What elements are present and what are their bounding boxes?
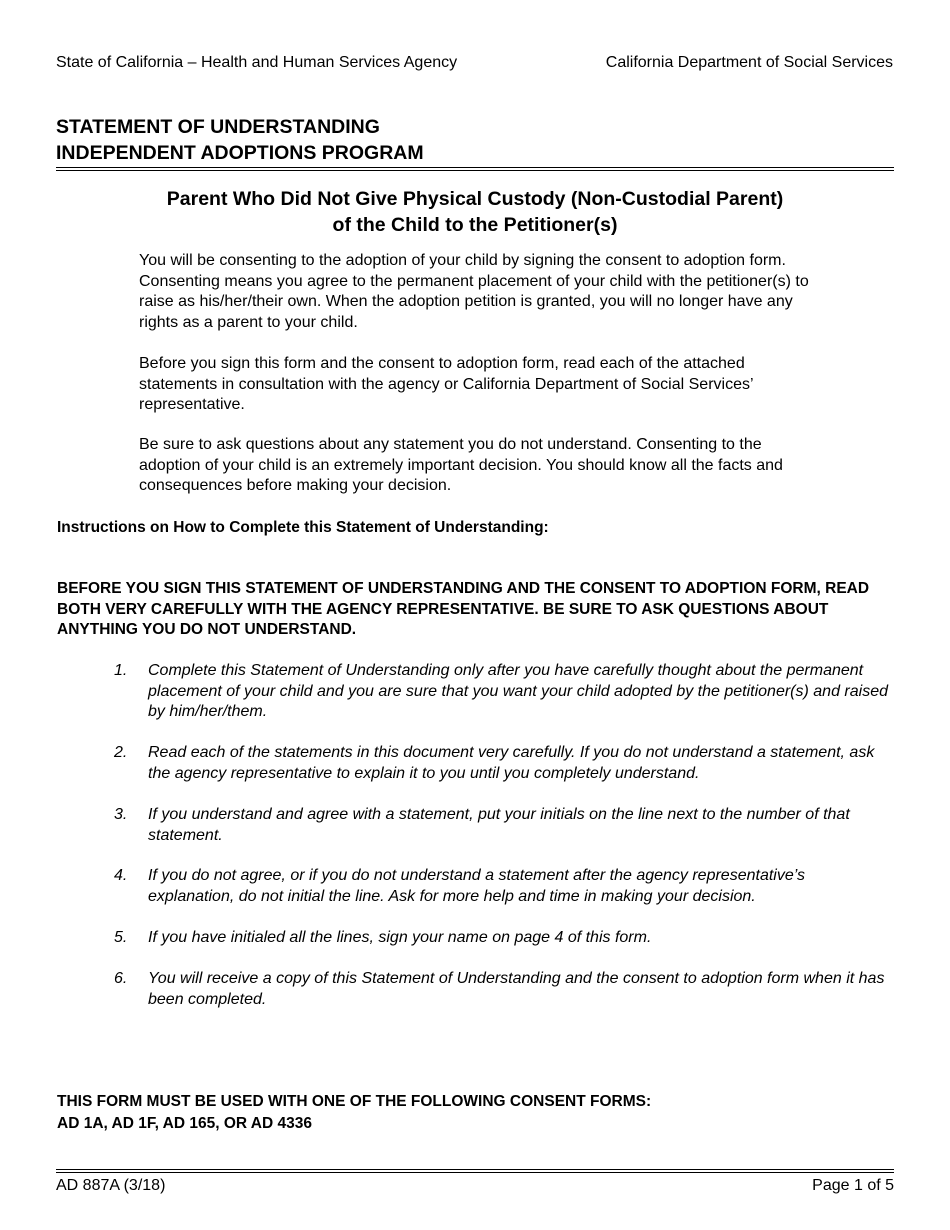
list-item-number: 6. [114,970,128,987]
footer-divider-bottom [56,1172,894,1173]
agency-header-right: California Department of Social Services [605,54,893,71]
consent-forms-note [57,1091,651,1135]
list-item-number: 1. [114,662,128,679]
list-item-number: 2. [114,744,128,761]
consent-note-line-2: AD 1A, AD 1F, AD 165, OR AD 4336 [57,1115,312,1132]
subtitle-line-2: of the Child to the Petitioner(s) [332,214,618,236]
list-item-text: If you understand and agree with a statement, put your initials on the line next to the number of that statement. [148,806,850,844]
list-item [114,928,894,949]
title-divider-top [56,167,894,168]
list-item-number: 3. [114,806,128,823]
footer-divider-top [56,1169,894,1170]
title-line-2: INDEPENDENT ADOPTIONS PROGRAM [56,142,424,164]
document-title [56,114,424,166]
document-subtitle [56,186,894,238]
consent-note-line-1: THIS FORM MUST BE USED WITH ONE OF THE FOLLOWING CONSENT FORMS: [57,1093,652,1110]
instructions-warning: BEFORE YOU SIGN THIS STATEMENT OF UNDERSTANDING AND THE CONSENT TO ADOPTION FORM, READ BOTH VERY CAREFULLY WITH THE AGENCY REPRESENTATIVE. BE SURE TO ASK QUESTIONS ABOUT ANYTHING YOU DO NOT UNDERSTAND. [57,580,870,638]
list-item-text: If you have initialed all the lines, sign your name on page 4 of this form. [148,929,652,946]
list-item [114,866,894,907]
list-item [114,661,894,723]
subtitle-line-1: Parent Who Did Not Give Physical Custody (Non-Custodial Parent) [166,188,784,210]
list-item [114,969,894,1010]
form-id: AD 887A (3/18) [56,1177,166,1194]
list-item-text: If you do not agree, or if you do not understand a statement after the agency representative’s explanation, do not initial the line. Ask for more help and time in making your decision. [148,867,806,905]
title-divider-bottom [56,170,894,171]
list-item-text: Read each of the statements in this document very carefully. If you do not understand a statement, ask the agency representative to explain it to you until you completely understand. [148,744,875,782]
intro-paragraph-2: Before you sign this form and the consent to adoption form, read each of the attached statements in consultation with the agency or California Department of Social Services’ representative. [139,355,753,413]
list-item-number: 5. [114,929,128,946]
intro-paragraph-3: Be sure to ask questions about any statement you do not understand. Consenting to the adoption of your child is an extremely important decision. You should know all the facts and consequences before making your decision. [139,436,783,494]
list-item-text: You will receive a copy of this Statement of Understanding and the consent to adoption form when it has been completed. [148,970,885,1008]
title-line-1: STATEMENT OF UNDERSTANDING [56,116,380,138]
list-item [114,805,894,846]
list-item-text: Complete this Statement of Understanding only after you have carefully thought about the permanent placement of your child and you are sure that you want your child adopted by the petitioner(s) and raised by him/her/them. [148,662,888,720]
list-item-number: 4. [114,867,128,884]
instructions-heading: Instructions on How to Complete this Statement of Understanding: [57,519,549,536]
intro-paragraph-1: You will be consenting to the adoption of your child by signing the consent to adoption form. Consenting means you agree to the permanent placement of your child with the petitioner(s) to raise as his/her/their own. When the adoption petition is granted, you will no longer have any rights as a parent to your child. [139,252,809,331]
list-item [114,743,894,784]
agency-header-left: State of California – Health and Human Services Agency [56,54,458,71]
page-number: Page 1 of 5 [812,1177,894,1194]
